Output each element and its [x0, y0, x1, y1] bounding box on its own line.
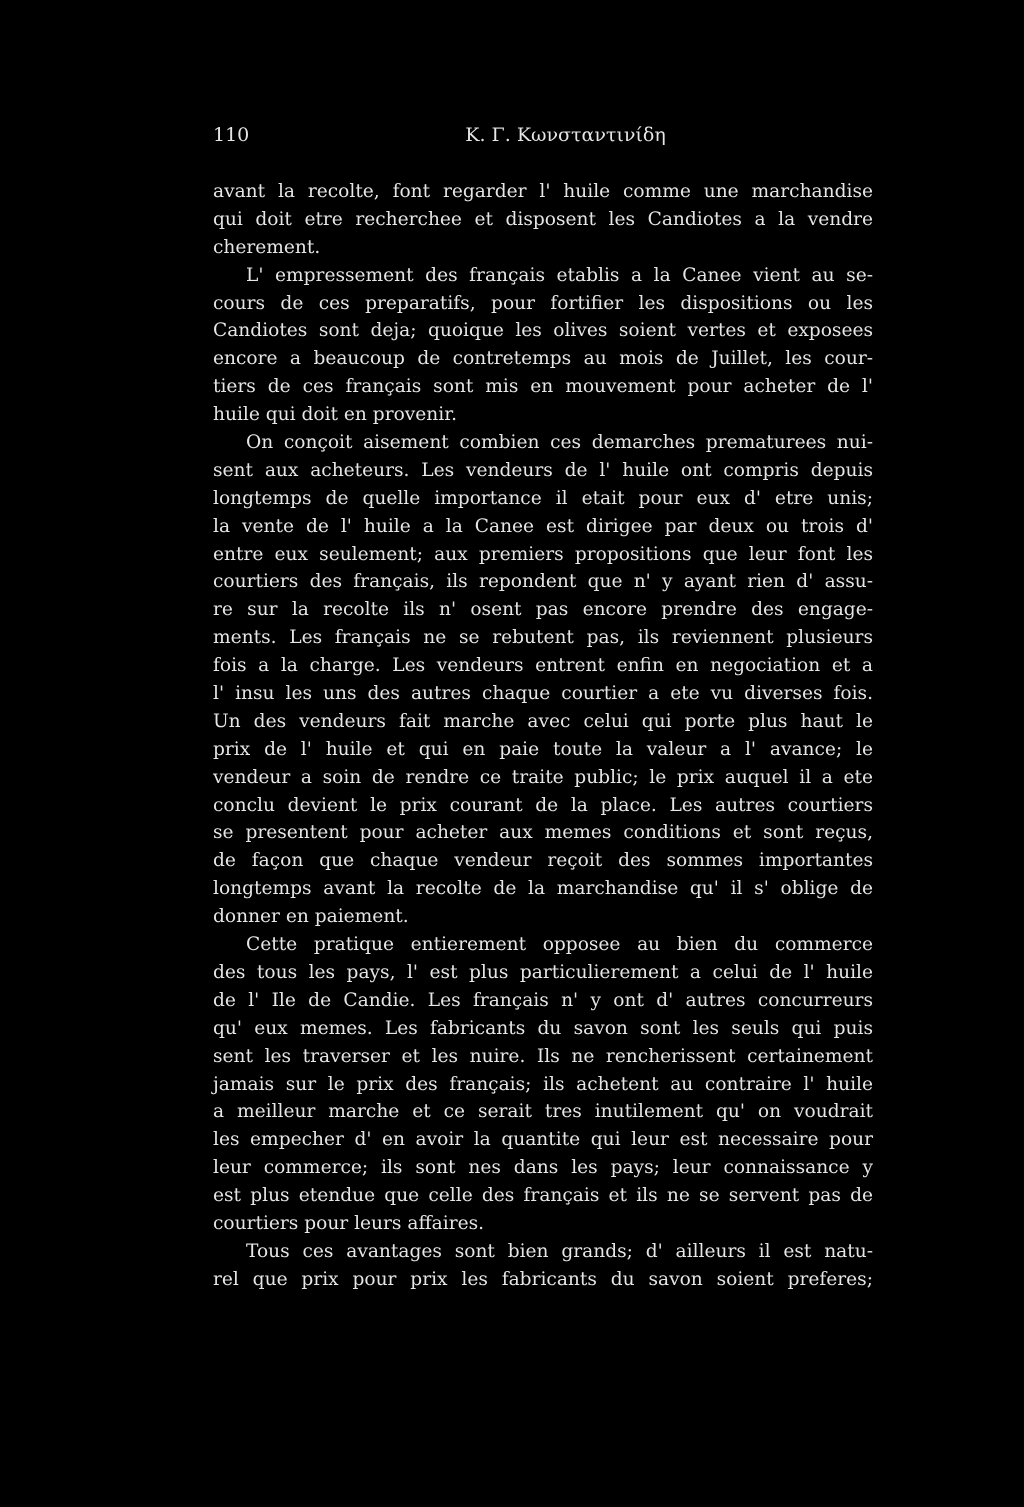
text-line: vendeur a soin de rendre ce traite public; le prix auquel il a ete — [213, 766, 873, 788]
text-line: qui doit etre recherchee et disposent les Candiotes a la vendre — [213, 208, 873, 230]
text-line: jamais sur le prix des français; ils achetent au contraire l' huile — [213, 1073, 873, 1095]
text-line: donner en paiement. — [213, 906, 409, 928]
text-line: de l' Ile de Candie. Les français n' y ont d' autres concurreurs — [213, 989, 873, 1011]
text-line: tiers de ces français sont mis en mouvement pour acheter de l' — [213, 376, 873, 398]
text-line: huile qui doit en provenir. — [213, 404, 457, 426]
page-header — [213, 124, 873, 154]
text-line: la vente de l' huile a la Canee est dirigee par deux ou trois d' — [213, 515, 873, 537]
text-line: leur commerce; ils sont nes dans les pays; leur connaissance y — [213, 1157, 873, 1179]
text-line: Candiotes sont deja; quoique les olives soient vertes et exposees — [213, 320, 873, 342]
text-line: a meilleur marche et ce serait tres inutilement qu' on voudrait — [213, 1101, 873, 1123]
text-line: se presentent pour acheter aux memes conditions et sont reçus, — [213, 822, 873, 844]
text-line: les empecher d' en avoir la quantite qui leur est necessaire pour — [213, 1129, 873, 1151]
text-line: Tous ces avantages sont bien grands; d' ailleurs il est natu- — [246, 1240, 873, 1262]
text-line: entre eux seulement; aux premiers propositions que leur font les — [213, 543, 873, 565]
text-line: ments. Les français ne se rebutent pas, ils reviennent plusieurs — [213, 627, 873, 649]
text-line: de façon que chaque vendeur reçoit des sommes importantes — [213, 850, 873, 872]
text-line: prix de l' huile et qui en paie toute la valeur a l' avance; le — [213, 738, 873, 760]
text-line: Cette pratique entierement opposee au bien du commerce — [246, 934, 873, 956]
text-line: courtiers des français, ils repondent que n' y ayant rien d' assu- — [213, 571, 873, 593]
running-head: Κ. Γ. Κωνσταντινίδη — [465, 124, 666, 146]
text-line: courtiers pour leurs affaires. — [213, 1212, 485, 1234]
text-line: encore a beaucoup de contretemps au mois de Juillet, les cour- — [213, 348, 873, 370]
text-line: longtemps de quelle importance il etait pour eux d' etre unis; — [213, 487, 873, 509]
text-line: fois a la charge. Les vendeurs entrent enfin en negociation et a — [213, 655, 873, 677]
text-line: rel que prix pour prix les fabricants du savon soient preferes; — [213, 1268, 873, 1290]
text-line: avant la recolte, font regarder l' huile comme une marchandise — [213, 181, 873, 202]
body-text — [213, 178, 873, 1294]
text-line: sent aux acheteurs. Les vendeurs de l' huile ont compris depuis — [213, 459, 873, 481]
text-line: des tous les pays, l' est plus particulierement a celui de l' huile — [213, 961, 873, 983]
text-line: L' empressement des français etablis a la Canee vient au se- — [246, 264, 873, 286]
text-line: cours de ces preparatifs, pour fortifier les dispositions ou les — [213, 292, 873, 314]
text-line: qu' eux memes. Les fabricants du savon sont les seuls qui puis — [213, 1017, 873, 1039]
text-line: On conçoit aisement combien ces demarches prematurees nui- — [246, 432, 873, 454]
text-line: est plus etendue que celle des français et ils ne se servent pas de — [213, 1185, 873, 1207]
text-line: conclu devient le prix courant de la place. Les autres courtiers — [213, 794, 873, 816]
text-line: l' insu les uns des autres chaque courtier a ete vu diverses fois. — [213, 683, 873, 705]
page-number: 110 — [213, 124, 250, 146]
text-line: longtemps avant la recolte de la marchandise qu' il s' oblige de — [213, 878, 873, 900]
text-line: cherement. — [213, 236, 321, 258]
text-line: re sur la recolte ils n' osent pas encore prendre des engage- — [213, 599, 873, 621]
text-line: Un des vendeurs fait marche avec celui qui porte plus haut le — [213, 710, 873, 732]
text-line: sent les traverser et les nuire. Ils ne rencherissent certainement — [213, 1045, 873, 1067]
